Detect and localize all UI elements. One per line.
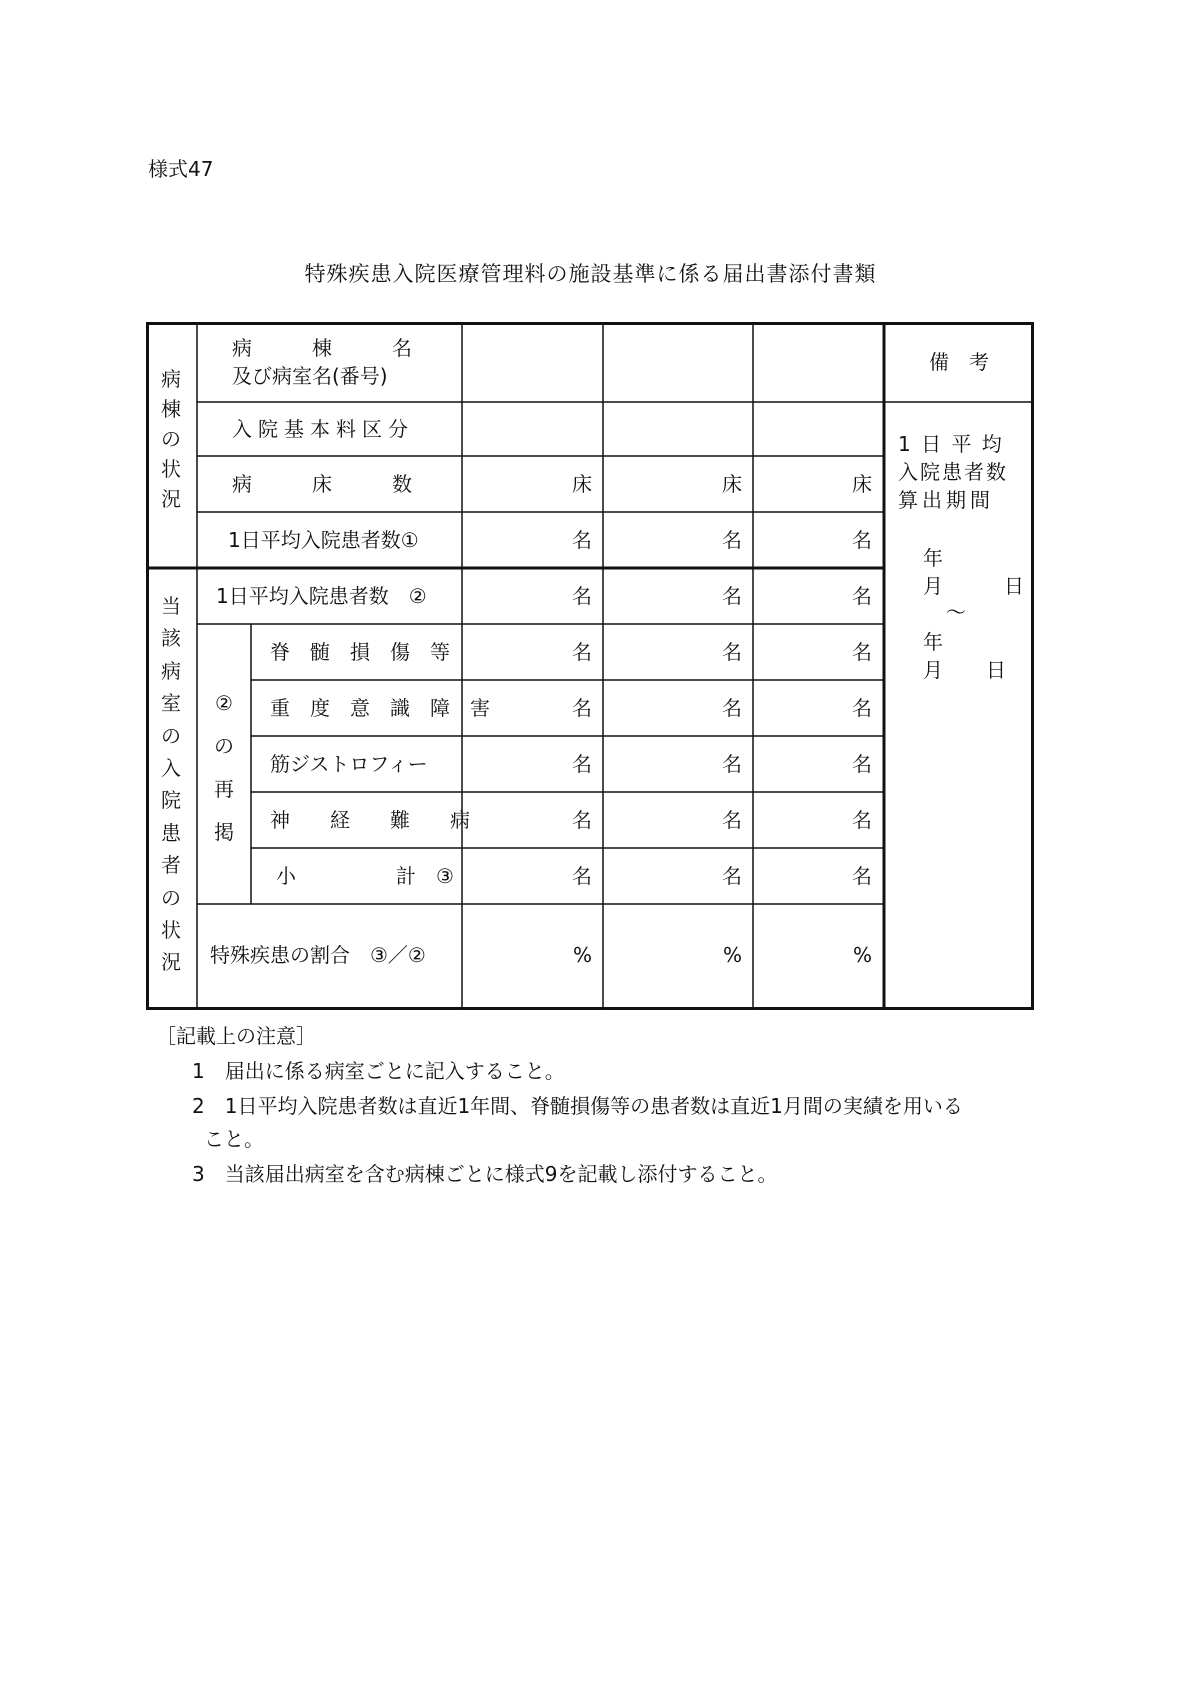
unit-person: 名: [852, 584, 872, 608]
note-item-3: 3 当該届出病室を含む病棟ごとに様式9を記載し添付すること。: [192, 1162, 778, 1186]
beds-label: 病 床 数: [232, 472, 412, 496]
remarks-line-3: 算出期間: [898, 488, 994, 512]
unit-person: 名: [852, 752, 872, 776]
basic-fee-label: 入院基本料区分: [232, 417, 414, 441]
remarks-line-2: 入院患者数: [898, 460, 1008, 484]
unit-person: 名: [572, 808, 592, 832]
document-title: 特殊疾患入院医療管理料の施設基準に係る届出書添付書類: [304, 262, 877, 286]
remarks-line-1: 1 日 平 均: [898, 432, 1004, 456]
unit-person: 名: [852, 528, 872, 552]
unit-percent: %: [852, 943, 872, 967]
remarks-header: 備 考: [929, 350, 989, 374]
daily-avg-1-label: 1日平均入院患者数①: [228, 528, 419, 552]
daily-avg-2-label: 1日平均入院患者数 ②: [216, 584, 427, 608]
unit-person: 名: [852, 864, 872, 888]
unit-bed: 床: [722, 472, 742, 496]
start-year: 年: [923, 546, 943, 570]
unit-person: 名: [572, 864, 592, 888]
unit-person: 名: [852, 696, 872, 720]
unit-bed: 床: [852, 472, 872, 496]
end-year: 年: [923, 630, 943, 654]
unit-bed: 床: [572, 472, 592, 496]
unit-person: 名: [722, 696, 742, 720]
unit-person: 名: [572, 696, 592, 720]
unit-person: 名: [722, 528, 742, 552]
notes-header: ［記載上の注意］: [156, 1024, 316, 1048]
range-tilde: ～: [946, 600, 966, 624]
unit-person: 名: [722, 584, 742, 608]
end-month: 月: [923, 658, 943, 682]
unit-person: 名: [722, 640, 742, 664]
room-name-label: 及び病室名(番号): [232, 364, 388, 388]
muscular-label: 筋ジストロフィー: [270, 752, 428, 776]
rebreakdown-label: ② の 再 掲: [214, 691, 234, 844]
facility-table: [146, 322, 1034, 1010]
unit-person: 名: [572, 640, 592, 664]
ward-name-label: 病 棟 名: [232, 336, 412, 360]
unit-percent: %: [722, 943, 742, 967]
consciousness-label: 重 度 意 識 障 害: [270, 696, 490, 720]
end-day: 日: [986, 658, 1006, 682]
unit-person: 名: [722, 752, 742, 776]
unit-person: 名: [852, 808, 872, 832]
note-item-2-cont: こと。: [204, 1127, 264, 1151]
unit-percent: %: [572, 943, 592, 967]
room-status-label: 当 該 病 室 の 入 院 患 者 の 状 況: [161, 594, 181, 975]
subtotal-label: 小 計 ③: [276, 864, 454, 888]
unit-person: 名: [572, 584, 592, 608]
ward-status-label: 病 棟 の 状 況: [161, 367, 181, 511]
spinal-label: 脊 髄 損 傷 等: [270, 640, 450, 664]
unit-person: 名: [852, 640, 872, 664]
unit-person: 名: [572, 528, 592, 552]
start-day: 日: [1004, 574, 1024, 598]
unit-person: 名: [572, 752, 592, 776]
note-item-1: 1 届出に係る病室ごとに記入すること。: [192, 1059, 565, 1083]
unit-person: 名: [722, 808, 742, 832]
form-number: 様式47: [148, 157, 214, 181]
ratio-label: 特殊疾患の割合 ③／②: [210, 943, 426, 967]
neuro-label: 神 経 難 病: [270, 808, 470, 832]
start-month: 月: [923, 574, 943, 598]
unit-person: 名: [722, 864, 742, 888]
note-item-2: 2 1日平均入院患者数は直近1年間、脊髄損傷等の患者数は直近1月間の実績を用いる: [192, 1094, 963, 1118]
